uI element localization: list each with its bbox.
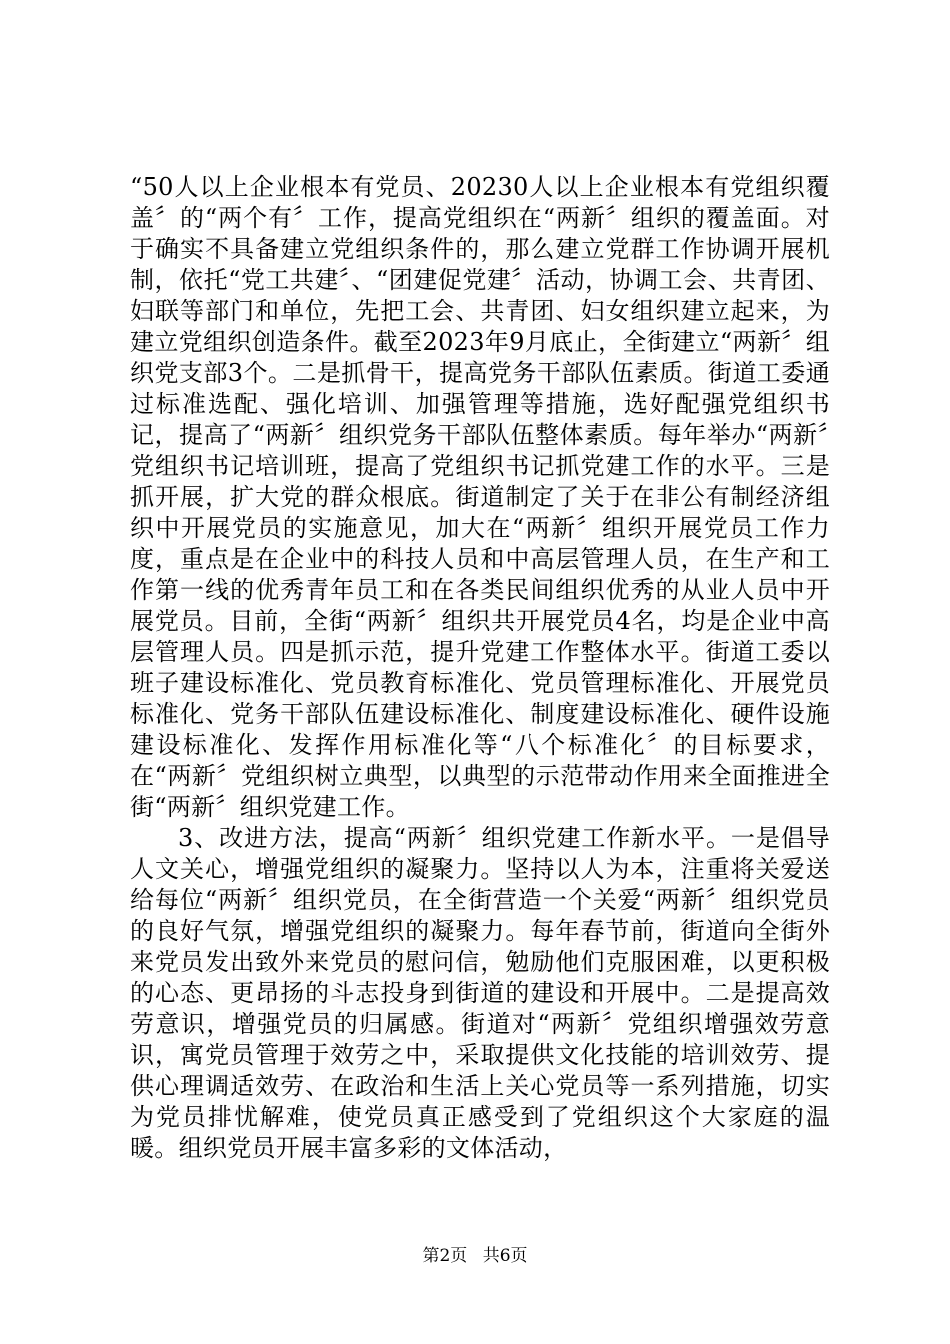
paragraph-section-3: 3、改进方法，提高“两新〞组织党建工作新水平。一是倡导人文关心，增强党组织的凝聚力。坚持以人为本，注重将关爱送给每位“两新〞组织党员，在全街营造一个关爱“两新〞组织党员的良好气氛，增强党组织的凝聚力。每年春节前，街道向全街外来党员发出致外来党员的慰问信，勉励他们克服困难，以更积极的心态、更昂扬的斗志投身到街道的建设和开展中。二是提高效劳意识，增强党员的归属感。街道对“两新〞党组织增强效劳意识，寓党员管理于效劳之中，采取提供文化技能的培训效劳、提供心理调适效劳、在政治和生活上关心党员等一系列措施，切实为党员排忧解难，使党员真正感受到了党组织这个大家庭的温暖。组织党员开展丰富多彩的文体活动， (130, 824, 830, 1162)
document-body (130, 172, 830, 1164)
page-total: 共6页 (482, 1246, 528, 1266)
paragraph-continued: “50人以上企业根本有党员、20230人以上企业根本有党组织覆盖〞的“两个有〞工作，提高党组织在“两新〞组织的覆盖面。对于确实不具备建立党组织条件的，那么建立党群工作协调开展机制，依托“党工共建〞、“团建促党建〞活动，协调工会、共青团、妇联等部门和单位，先把工会、共青团、妇女组织建立起来，为建立党组织创造条件。截至2023年9月底止，全街建立“两新〞组织党支部3个。二是抓骨干，提高党务干部队伍素质。街道工委通过标准选配、强化培训、加强管理等措施，选好配强党组织书记，提高了“两新〞组织党务干部队伍整体素质。每年举办“两新〞党组织书记培训班，提高了党组织书记抓党建工作的水平。三是抓开展，扩大党的群众根底。街道制定了关于在非公有制经济组织中开展党员的实施意见，加大在“两新〞组织开展党员工作力度，重点是在企业中的科技人员和中高层管理人员，在生产和工作第一线的优秀青年员工和在各类民间组织优秀的从业人员中开展党员。目前，全街“两新〞组织共开展党员4名，均是企业中高层管理人员。四是抓示范，提升党建工作整体水平。街道工委以班子建设标准化、党员教育标准化、党员管理标准化、开展党员标准化、党务干部队伍建设标准化、制度建设标准化、硬件设施建设标准化、发挥作用标准化等“八个标准化〞的目标要求，在“两新〞党组织树立典型，以典型的示范带动作用来全面推进全街“两新〞组织党建工作。 (130, 173, 830, 821)
page-footer (0, 1245, 950, 1267)
page-number: 第2页 (422, 1246, 468, 1266)
